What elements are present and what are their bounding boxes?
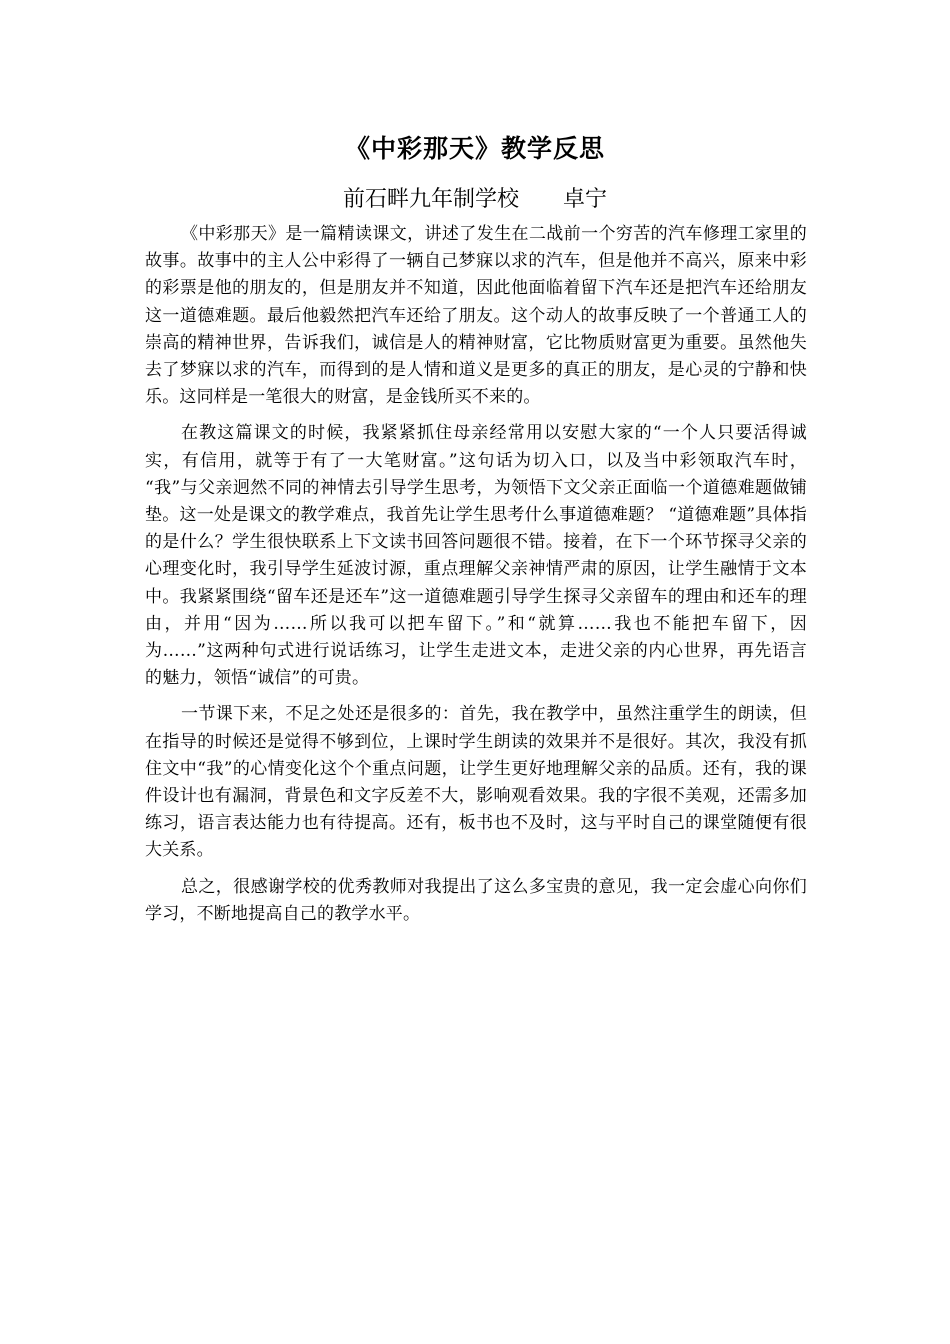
paragraph-3: 一节课下来，不足之处还是很多的：首先，我在教学中，虽然注重学生的朗读，但在指导的时候还是觉得不够到位，上课时学生朗读的效果并不是很好。其次，我没有抓住文中“我”的心情变化这个个重点问题，让学生更好地理解父亲的品质。还有，我的课件设计也有漏洞，背景色和文字反差不大，影响观看效果。我的字很不美观，还需多加练习，语言表达能力也有待提高。还有，板书也不及时，这与平时自己的课堂随便有很大关系。 (145, 704, 807, 861)
author-name: 卓宁 (563, 187, 608, 212)
paragraph-1: 《中彩那天》是一篇精读课文，讲述了发生在二战前一个穷苦的汽车修理工家里的故事。故事中的主人公中彩得了一辆自己梦寐以求的汽车，但是他并不高兴，原来中彩的彩票是他的朋友的，但是朋友并不知道，因此他面临着留下汽车还是把汽车还给朋友这一道德难题。最后他毅然把汽车还给了朋友。这个动人的故事反映了一个普通工人的崇高的精神世界，告诉我们，诚信是人的精神财富，它比物质财富更为重要。虽然他失去了梦寐以求的汽车，而得到的是人情和道义是更多的真正的朋友，是心灵的宁静和快乐。这同样是一笔很大的财富，是金钱所买不来的。 (145, 224, 807, 408)
paragraph-4: 总之，很感谢学校的优秀教师对我提出了这么多宝贵的意见，我一定会虚心向你们学习，不断地提高自己的教学水平。 (145, 876, 807, 924)
document-title: 《中彩那天》教学反思 (344, 134, 605, 163)
paragraph-2: 在教这篇课文的时候，我紧紧抓住母亲经常用以安慰大家的“一个人只要活得诚实，有信用，就等于有了一大笔财富。”这句话为切入口，以及当中彩领取汽车时， “我”与父亲迥然不同的神情去引导学生思考，为领悟下文父亲正面临一个道德难题做铺垫。这一处是课文的教学难点，我首先让学生思考什么事道德难题？ “道德难题”具体指的是什么？学生很快联系上下文读书回答问题很不错。接着，在下一个环节探寻父亲的心理变化时，我引导学生延波讨源，重点理解父亲神情严肃的原因，让学生融情于文本中。我紧紧围绕“留车还是还车”这一道德难题引导学生探寻父亲留车的理由和还车的理由，并用“因为……所以我可以把车留下。”和“就算……我也不能把车留下，因为……”这两种句式进行说话练习，让学生走进文本，走进父亲的内心世界，再先语言的魅力，领悟“诚信”的可贵。 (145, 423, 807, 689)
document-body (145, 221, 807, 937)
author-line (0, 185, 950, 215)
school-name: 前石畔九年制学校 (342, 187, 519, 212)
